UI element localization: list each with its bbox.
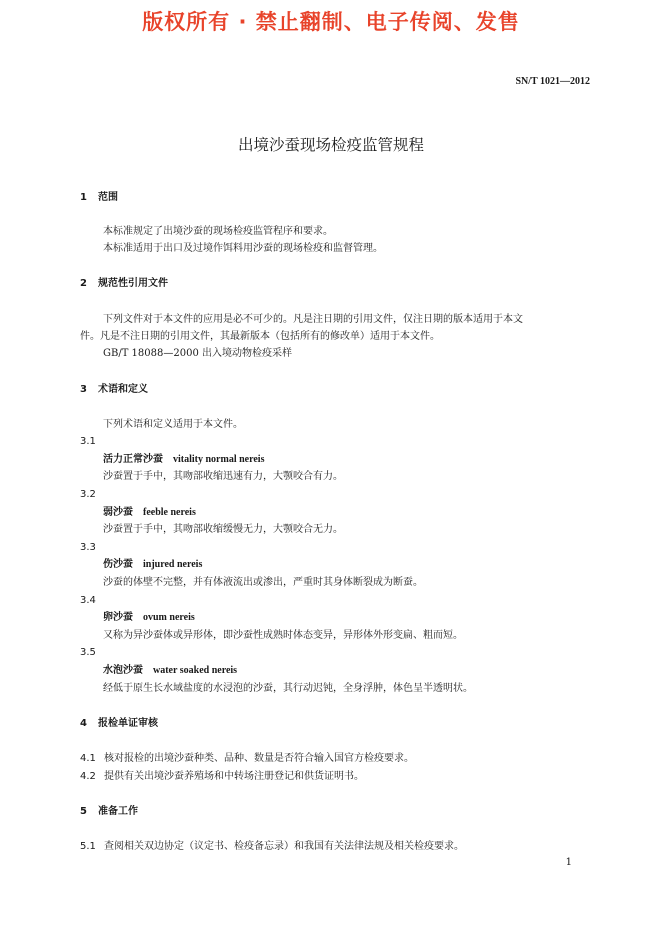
clause-number: 4.2 xyxy=(80,771,96,782)
copyright-banner: 版权所有 · 禁止翻制、电子传阅、发售 xyxy=(142,10,520,34)
term-definition: 经低于原生长水域盐度的水浸泡的沙蚕，其行动迟钝，全身浮肿，体色呈半透明状。 xyxy=(103,683,473,694)
term-english: water soaked nereis xyxy=(153,665,238,676)
section-1-heading xyxy=(80,191,118,205)
term-chinese: 伤沙蚕 xyxy=(103,559,133,570)
section-title: 范围 xyxy=(98,192,118,203)
section-2-paragraph-line-1: 下列文件对于本文件的应用是必不可少的。凡是注日期的引用文件，仅注日期的版本适用于本文 xyxy=(103,314,523,325)
section-2-heading xyxy=(80,277,168,291)
term-english: injured nereis xyxy=(143,559,203,570)
term-number: 3.5 xyxy=(80,647,96,658)
term-chinese: 活力正常沙蚕 xyxy=(103,454,163,465)
clause xyxy=(80,840,464,854)
section-number: 4 xyxy=(80,718,87,729)
term-english: vitality normal nereis xyxy=(173,454,265,465)
section-1-paragraph-1: 本标准规定了出境沙蚕的现场检疫监管程序和要求。 xyxy=(103,226,333,237)
normative-reference: GB/T 18088—2000 出入境动物检疫采样 xyxy=(103,348,292,359)
section-2-paragraph-line-2: 件。凡是不注日期的引用文件，其最新版本（包括所有的修改单）适用于本文件。 xyxy=(80,331,440,342)
term-name xyxy=(103,558,202,572)
term-number: 3.2 xyxy=(80,489,96,500)
term-number: 3.3 xyxy=(80,542,96,553)
term-chinese: 卵沙蚕 xyxy=(103,612,133,623)
clause-text: 查阅相关双边协定（议定书、检疫备忘录）和我国有关法律法规及相关检疫要求。 xyxy=(104,841,464,852)
section-3-heading xyxy=(80,383,148,397)
term-name xyxy=(103,506,196,520)
document-title: 出境沙蚕现场检疫监管规程 xyxy=(237,136,424,154)
section-number: 5 xyxy=(80,806,87,817)
term-definition: 又称为异沙蚕体或异形体，即沙蚕性成熟时体态变异，异形体外形变扁、粗而短。 xyxy=(103,630,463,641)
clause xyxy=(80,752,414,766)
term-definition: 沙蚕置于手中，其吻部收缩缓慢无力，大颚咬合无力。 xyxy=(103,524,343,535)
term-number: 3.1 xyxy=(80,436,96,447)
clause-number: 5.1 xyxy=(80,841,96,852)
section-1-paragraph-2: 本标准适用于出口及过境作饵料用沙蚕的现场检疫和监督管理。 xyxy=(103,243,383,254)
term-english: ovum nereis xyxy=(143,612,195,623)
term-name xyxy=(103,611,195,625)
section-title: 规范性引用文件 xyxy=(98,278,168,289)
clause-text: 提供有关出境沙蚕养殖场和中转场注册登记和供货证明书。 xyxy=(104,771,364,782)
section-5-heading xyxy=(80,805,138,819)
page-number: 1 xyxy=(565,857,572,868)
clause-number: 4.1 xyxy=(80,753,96,764)
section-title: 报检单证审核 xyxy=(98,718,158,729)
clause-text: 核对报检的出境沙蚕种类、品种、数量是否符合输入国官方检疫要求。 xyxy=(104,753,414,764)
standard-code: SN/T 1021—2012 xyxy=(515,76,590,87)
term-number: 3.4 xyxy=(80,595,96,606)
clause xyxy=(80,770,364,784)
term-name xyxy=(103,453,264,467)
section-3-intro: 下列术语和定义适用于本文件。 xyxy=(103,419,243,430)
term-definition: 沙蚕置于手中，其吻部收缩迅速有力，大颚咬合有力。 xyxy=(103,471,343,482)
section-number: 3 xyxy=(80,384,87,395)
term-chinese: 水泡沙蚕 xyxy=(103,665,143,676)
section-number: 2 xyxy=(80,278,87,289)
term-name xyxy=(103,664,237,678)
section-title: 准备工作 xyxy=(98,806,138,817)
term-chinese: 弱沙蚕 xyxy=(103,507,133,518)
term-english: feeble nereis xyxy=(143,507,196,518)
section-number: 1 xyxy=(80,192,87,203)
section-4-heading xyxy=(80,717,158,731)
term-definition: 沙蚕的体壁不完整，并有体液流出或渗出，严重时其身体断裂成为断蚕。 xyxy=(103,577,423,588)
section-title: 术语和定义 xyxy=(98,384,148,395)
